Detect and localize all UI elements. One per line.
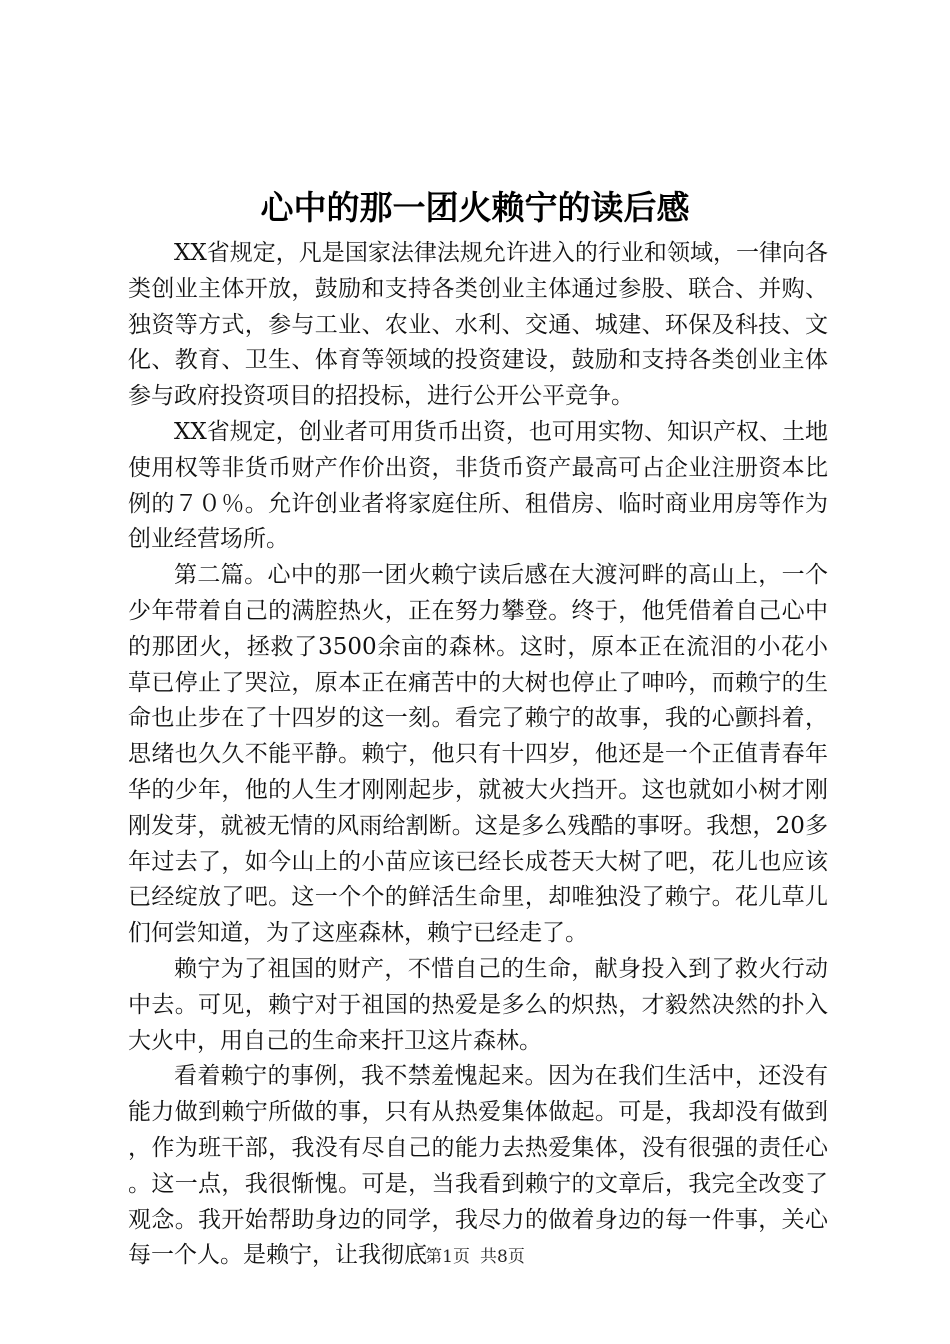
page-number: 第1页 [425,1247,470,1267]
paragraph: 第二篇。心中的那一团火赖宁读后感在大渡河畔的高山上，一个少年带着自己的满腔热火，正在努力攀登。终于，他凭借着自己心中的那团火，拯救了3500余亩的森林。这时，原本正在流泪的小花小草已停止了哭泣，原本正在痛苦中的大树也停止了呻吟，而赖宁的生命也止步在了十四岁的这一刻。看完了赖宁的故事，我的心颤抖着，思绪也久久不能平静。赖宁，他只有十四岁，他还是一个正值青春年华的少年，他的人生才刚刚起步，就被大火挡开。这也就如小树才刚刚发芽，就被无情的风雨给割断。这是多么残酷的事呀。我想，20多年过去了，如今山上的小苗应该已经长成苍天大树了吧，花儿也应该已经绽放了吧。这一个个的鲜活生命里，却唯独没了赖宁。花儿草儿们何尝知道，为了这座森林，赖宁已经走了。 [128,562,828,947]
document-title: 心中的那一团火赖宁的读后感 [260,188,690,227]
paragraph: XX省规定，创业者可用货币出资，也可用实物、知识产权、土地使用权等非货币财产作价出资，非货币资产最高可占企业注册资本比例的７０％。允许创业者将家庭住所、租借房、临时商业用房等作为创业经营场所。 [128,418,828,553]
page-footer [0,1242,950,1267]
page-total: 共8页 [480,1247,525,1267]
paragraph: 赖宁为了祖国的财产，不惜自己的生命，献身投入到了救火行动中去。可见，赖宁对于祖国的热爱是多么的炽热，才毅然决然的扑入大火中，用自己的生命来扞卫这片森林。 [128,955,828,1054]
paragraph: XX省规定，凡是国家法律法规允许进入的行业和领域，一律向各类创业主体开放，鼓励和支持各类创业主体通过参股、联合、并购、独资等方式，参与工业、农业、水利、交通、城建、环保及科技、文化、教育、卫生、体育等领域的投资建设，鼓励和支持各类创业主体参与政府投资项目的招投标，进行公开公平竞争。 [128,240,828,410]
paragraph: 看着赖宁的事例，我不禁羞愧起来。因为在我们生活中，还没有能力做到赖宁所做的事，只有从热爱集体做起。可是，我却没有做到，作为班干部，我没有尽自己的能力去热爱集体，没有很强的责任心。这一点，我很惭愧。可是，当我看到赖宁的文章后，我完全改变了观念。我开始帮助身边的同学，我尽力的做着身边的每一件事，关心每一个人。是赖宁，让我彻底 [128,1063,828,1269]
document-body [128,236,828,1274]
